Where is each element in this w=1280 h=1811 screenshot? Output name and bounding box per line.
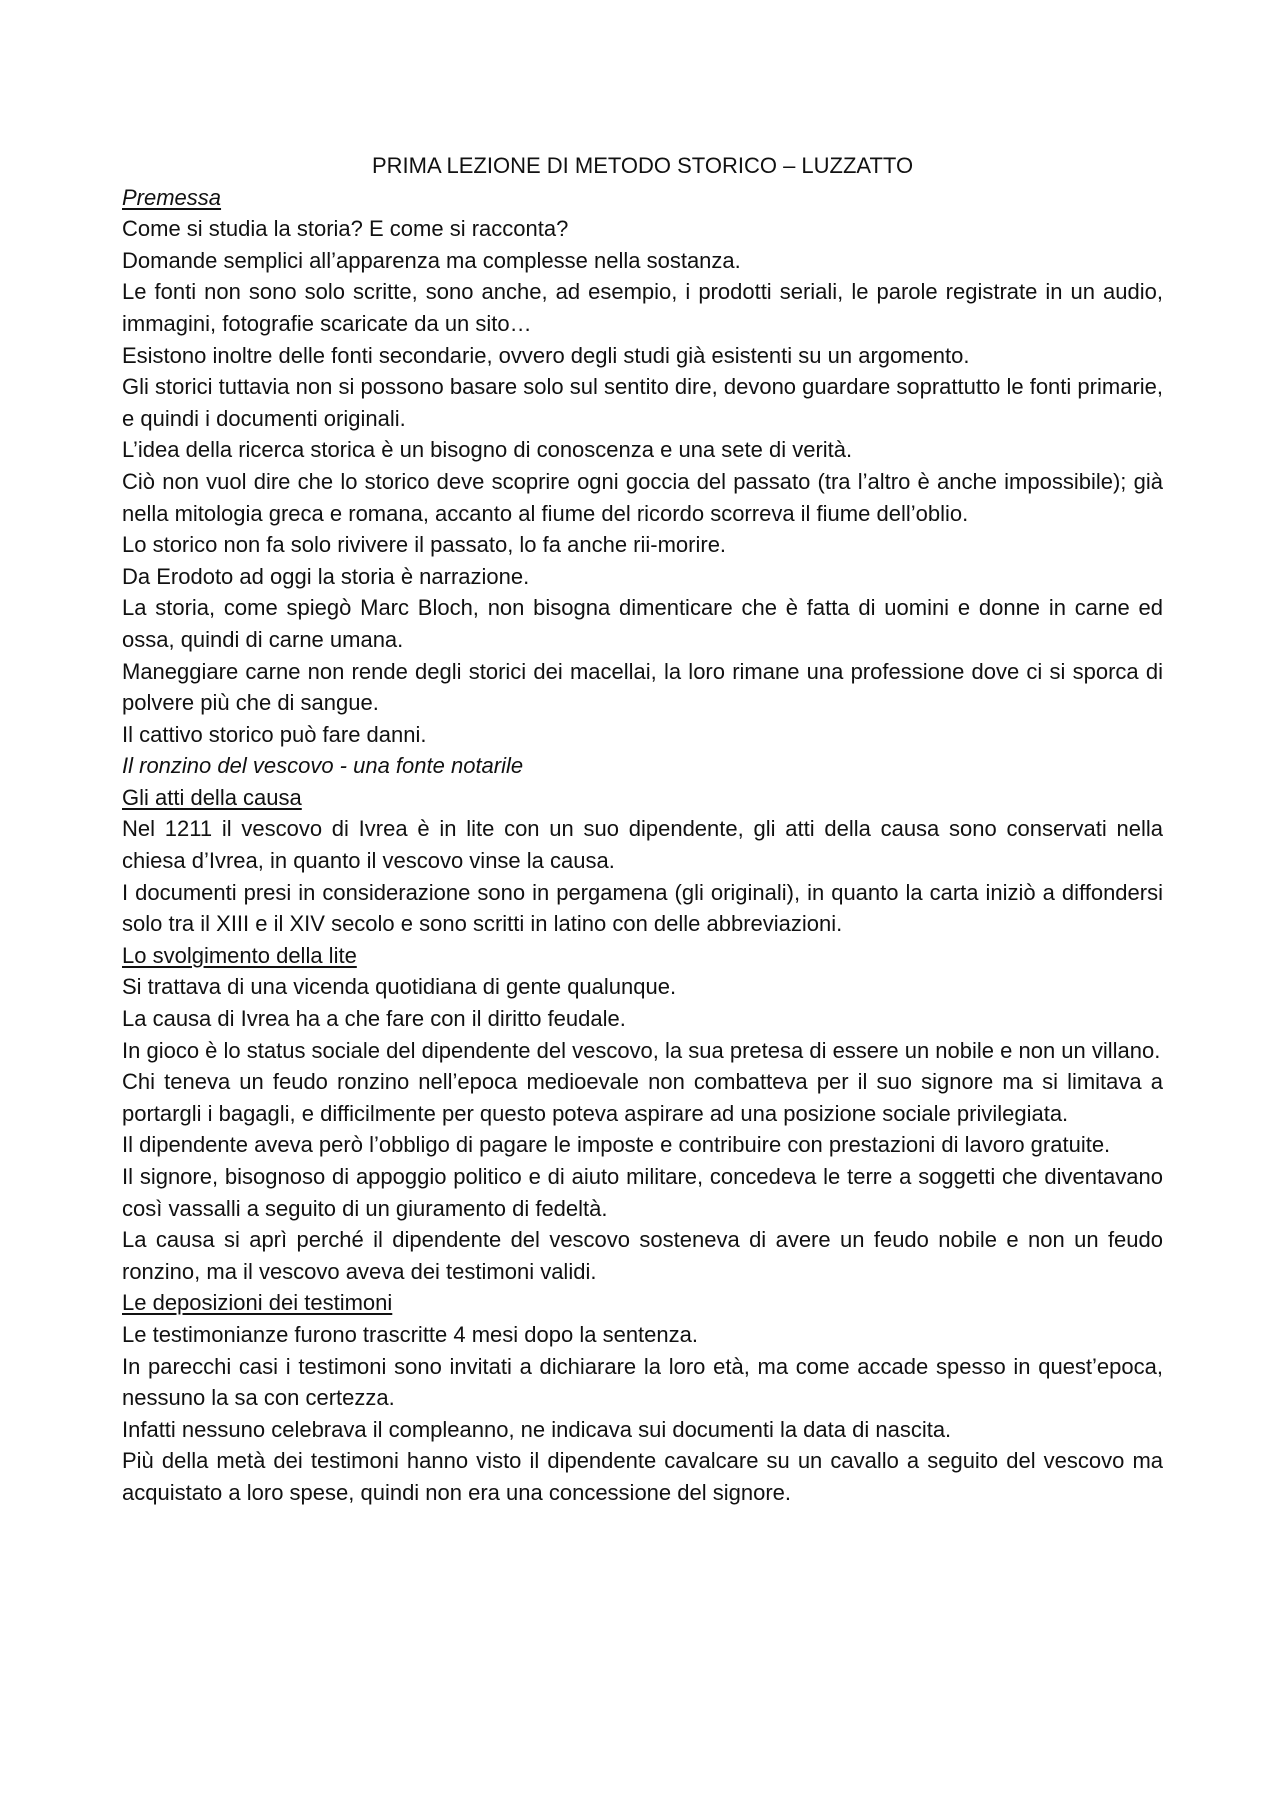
subsection-heading-svolgimento: Lo svolgimento della lite	[122, 942, 357, 968]
paragraph: Come si studia la storia? E come si racconta?	[122, 216, 569, 242]
section-heading-premessa: Premessa	[122, 184, 222, 210]
paragraph: Nel 1211 il vescovo di Ivrea è in lite con un suo dipendente, gli atti della causa sono conservati nella chiesa d’Ivrea, in quanto il vescovo vinse la causa.	[122, 816, 1163, 874]
paragraph: La causa di Ivrea ha a che fare con il diritto feudale.	[122, 1006, 626, 1032]
paragraph: Infatti nessuno celebrava il compleanno, ne indicava sui documenti la data di nascita.	[122, 1416, 952, 1442]
paragraph: Le testimonianze furono trascritte 4 mesi dopo la sentenza.	[122, 1321, 698, 1347]
paragraph: L’idea della ricerca storica è un bisogno di conoscenza e una sete di verità.	[122, 437, 853, 463]
subsection-heading-deposizioni: Le deposizioni dei testimoni	[122, 1290, 393, 1316]
paragraph: Gli storici tuttavia non si possono basare solo sul sentito dire, devono guardare soprattutto le fonti primarie, e quindi i documenti originali.	[122, 374, 1163, 431]
paragraph: Da Erodoto ad oggi la storia è narrazione.	[122, 563, 530, 589]
paragraph: Maneggiare carne non rende degli storici dei macellai, la loro rimane una professione dove ci si sporca di polvere più che di sangue.	[122, 658, 1163, 716]
paragraph: Più della metà dei testimoni hanno visto il dipendente cavalcare su un cavallo a seguito del vescovo ma acquistato a loro spese, quindi non era una concessione del signore.	[122, 1448, 1163, 1505]
paragraph: Chi teneva un feudo ronzino nell’epoca medioevale non combatteva per il suo signore ma si limitava a portargli i bagagli, e difficilmente per questo poteva aspirare ad una posizione sociale privilegiata.	[122, 1069, 1163, 1126]
paragraph: Domande semplici all’apparenza ma complesse nella sostanza.	[122, 247, 741, 273]
paragraph: La storia, come spiegò Marc Bloch, non bisogna dimenticare che è fatta di uomini e donne in carne ed ossa, quindi di carne umana.	[122, 595, 1163, 652]
paragraph: Le fonti non sono solo scritte, sono anche, ad esempio, i prodotti seriali, le parole registrate in un audio, immagini, fotografie scaricate da un sito…	[122, 279, 1163, 336]
paragraph: Ciò non vuol dire che lo storico deve scoprire ogni goccia del passato (tra l’altro è anche impossibile); già nella mitologia greca e romana, accanto al fiume del ricordo scorreva il fiume dell’oblio.	[122, 468, 1163, 526]
paragraph: Si trattava di una vicenda quotidiana di gente qualunque.	[122, 974, 677, 1000]
paragraph: La causa si aprì perché il dipendente del vescovo sosteneva di avere un feudo nobile e non un feudo ronzino, ma il vescovo aveva dei testimoni validi.	[122, 1227, 1163, 1284]
paragraph: In gioco è lo status sociale del dipendente del vescovo, la sua pretesa di essere un nobile e non un villano.	[122, 1037, 1161, 1063]
section-title-ronzino: Il ronzino del vescovo - una fonte notarile	[122, 753, 524, 779]
paragraph: I documenti presi in considerazione sono in pergamena (gli originali), in quanto la carta iniziò a diffondersi solo tra il XIII e il XIV secolo e sono scritti in latino con delle abbreviazioni.	[122, 879, 1163, 937]
paragraph: Il signore, bisognoso di appoggio politico e di aiuto militare, concedeva le terre a soggetti che diventavano così vassalli a seguito di un giuramento di fedeltà.	[122, 1164, 1163, 1221]
subsection-heading-atti: Gli atti della causa	[122, 784, 302, 810]
paragraph: In parecchi casi i testimoni sono invitati a dichiarare la loro età, ma come accade spesso in quest’epoca, nessuno la sa con certezza.	[122, 1353, 1163, 1411]
paragraph: Lo storico non fa solo rivivere il passato, lo fa anche rii-morire.	[122, 532, 727, 558]
paragraph: Il dipendente aveva però l’obbligo di pagare le imposte e contribuire con prestazioni di lavoro gratuite.	[122, 1132, 1111, 1158]
document-title: PRIMA LEZIONE DI METODO STORICO – LUZZATTO	[371, 153, 914, 178]
document-page	[122, 150, 1163, 1509]
paragraph: Esistono inoltre delle fonti secondarie, ovvero degli studi già esistenti su un argomento.	[122, 342, 970, 368]
paragraph: Il cattivo storico può fare danni.	[122, 721, 427, 747]
